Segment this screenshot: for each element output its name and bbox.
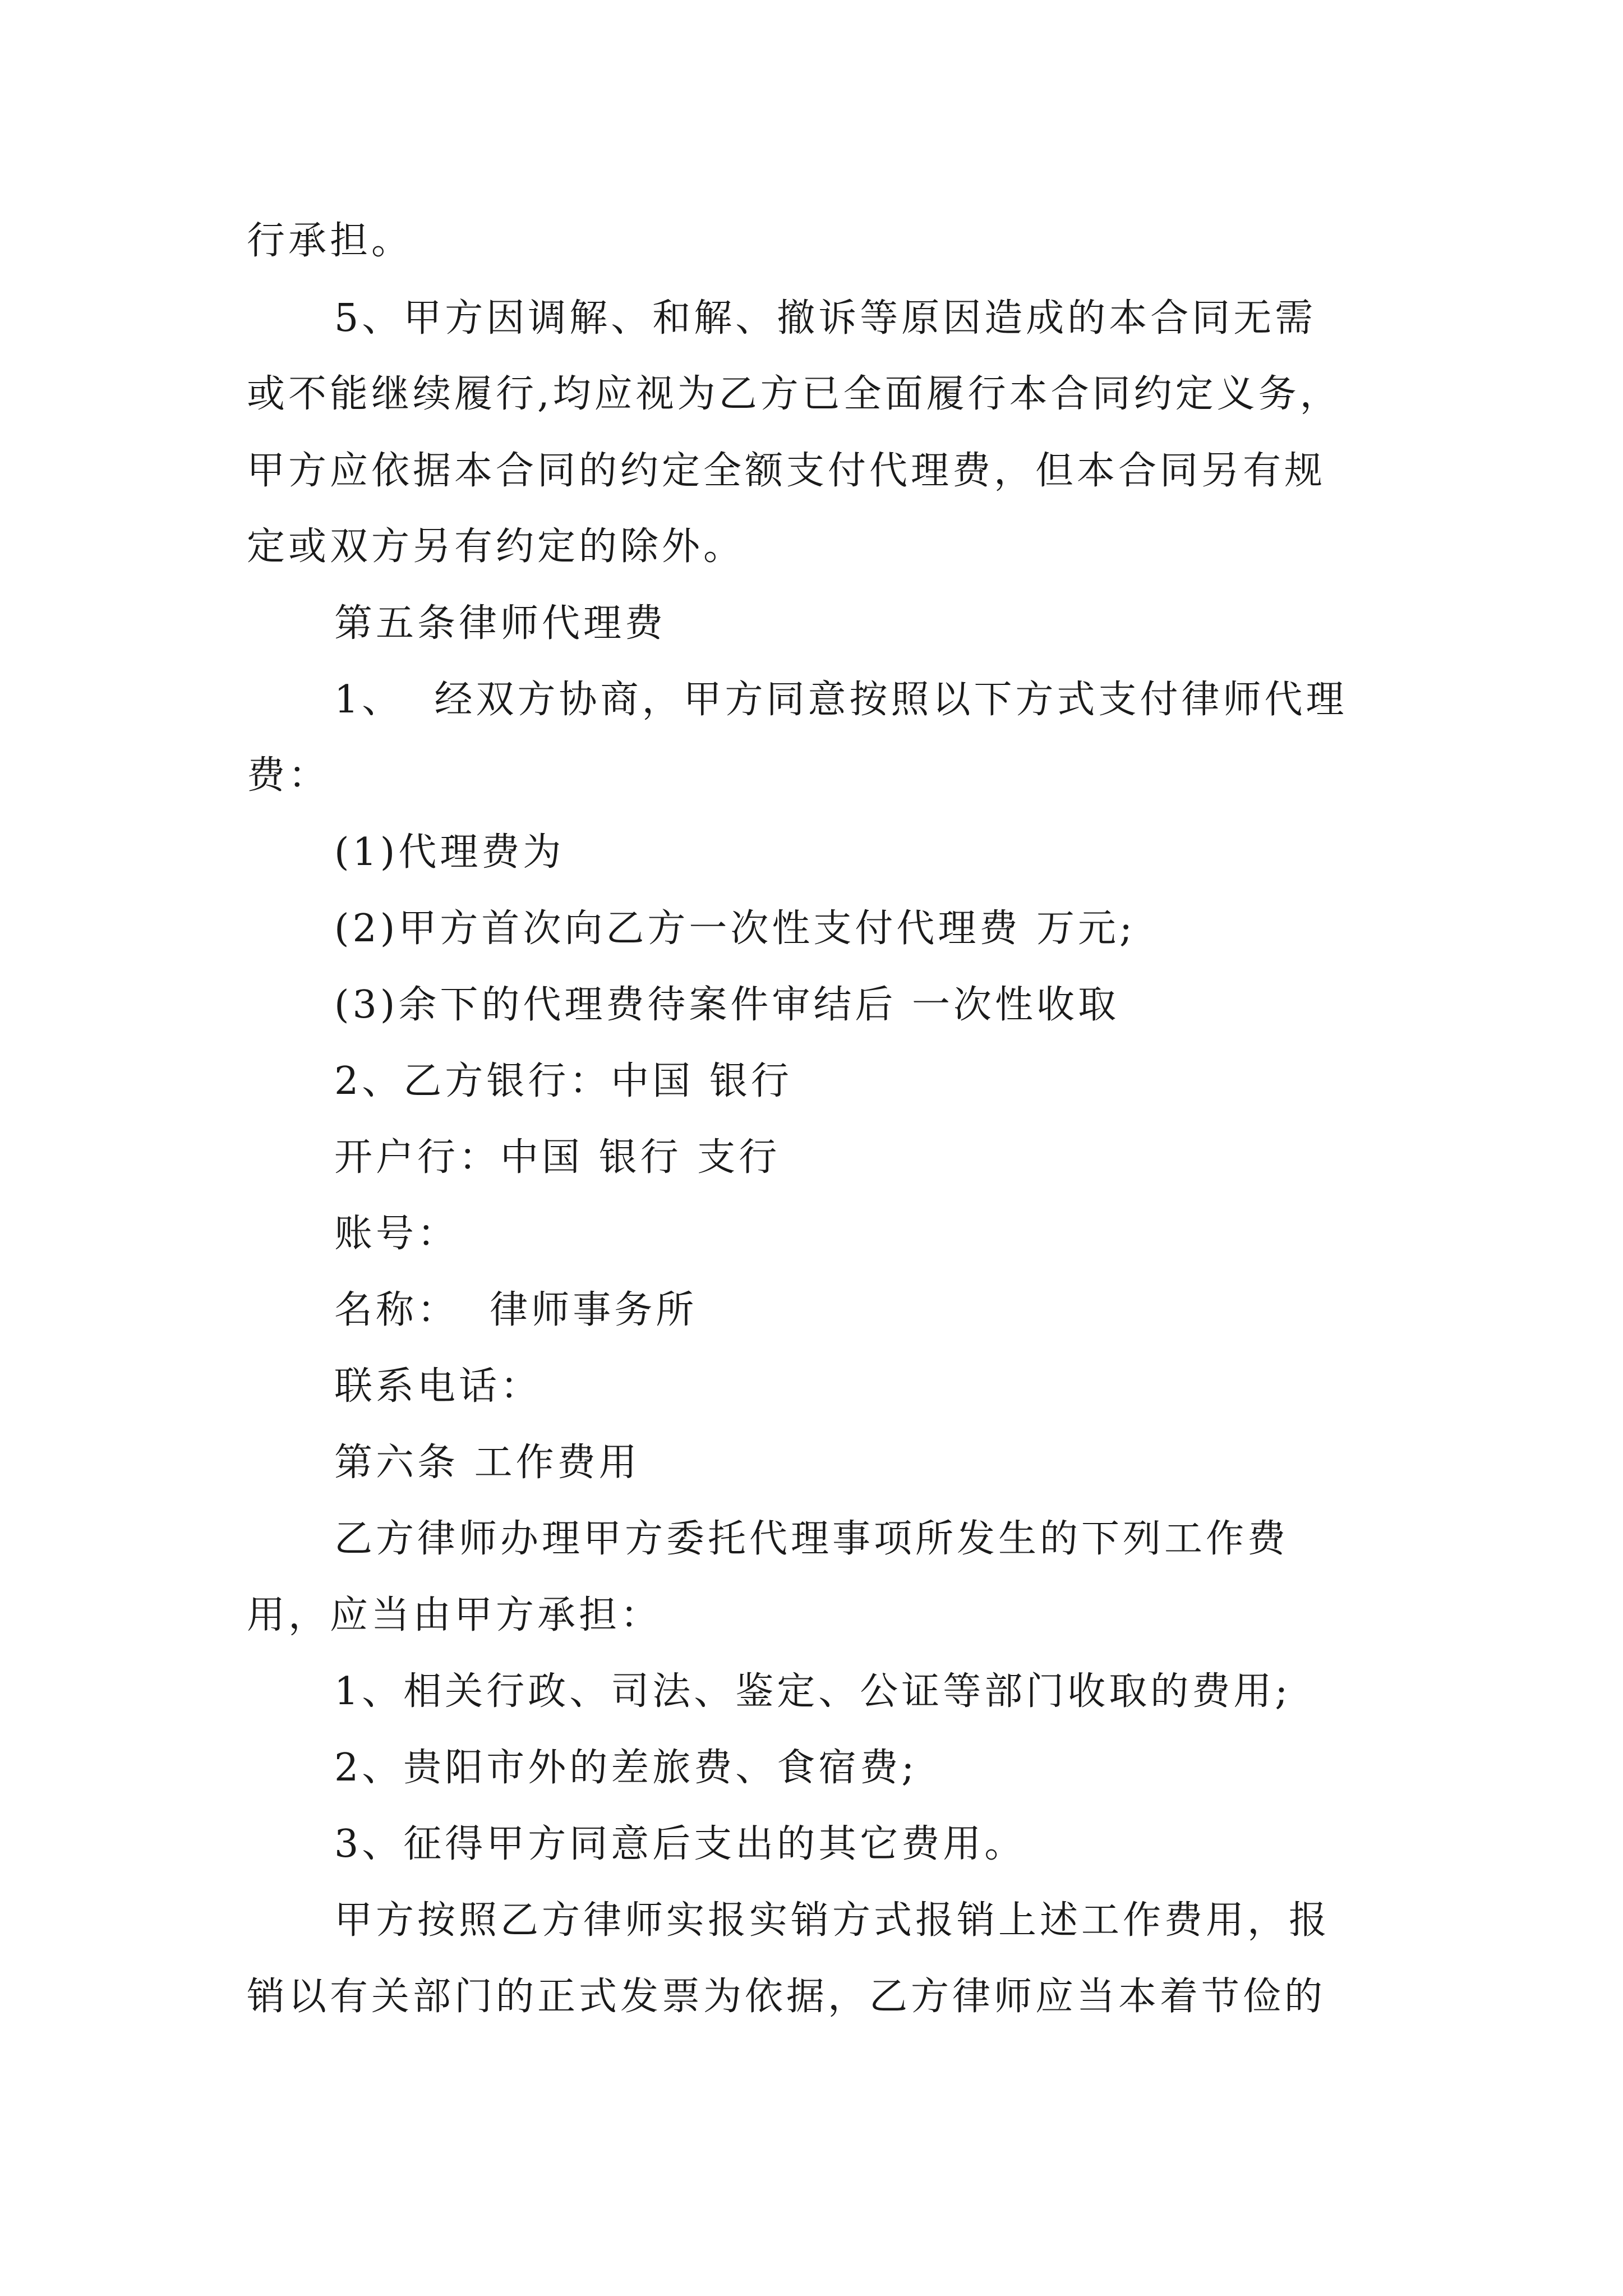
text-line-item-5: 5、甲方因调解、和解、撤诉等原因造成的本合同无需 bbox=[334, 296, 1317, 341]
text-line: 乙方律师办理甲方委托代理事项所发生的下列工作费 bbox=[334, 1517, 1289, 1561]
text-line-phone: 联系电话： bbox=[334, 1364, 542, 1409]
text-line-account: 账号： bbox=[334, 1212, 459, 1256]
text-line-item-2: 2、贵阳市外的差旅费、食宿费; bbox=[334, 1746, 918, 1790]
text-line: 或不能继续履行,均应视为乙方已全面履行本合同约定义务， bbox=[247, 372, 1341, 416]
text-line-subitem-2: (2)甲方首次向乙方一次性支付代理费 万元; bbox=[334, 907, 1136, 951]
text-line-subitem-3: (3)余下的代理费待案件审结后 一次性收取 bbox=[334, 983, 1119, 1027]
text-line-item-1: 1、 经双方协商，甲方同意按照以下方式支付律师代理 bbox=[334, 678, 1348, 722]
text-line-item-1: 1、相关行政、司法、鉴定、公证等部门收取的费用; bbox=[334, 1669, 1292, 1714]
section-heading-article-6: 第六条 工作费用 bbox=[334, 1441, 640, 1485]
text-line: 定或双方另有约定的除外。 bbox=[247, 524, 745, 569]
text-line-name: 名称： 律师事务所 bbox=[334, 1288, 698, 1332]
text-line-continuation: 行承担。 bbox=[247, 219, 413, 263]
section-heading-article-5: 第五条律师代理费 bbox=[334, 601, 667, 646]
text-line-subitem-1: (1)代理费为 bbox=[334, 830, 565, 875]
text-line: 甲方应依据本合同的约定全额支付代理费，但本合同另有规 bbox=[247, 449, 1326, 493]
text-line: 甲方按照乙方律师实报实销方式报销上述工作费用，报 bbox=[334, 1898, 1331, 1943]
text-line-item-3: 3、征得甲方同意后支出的其它费用。 bbox=[334, 1822, 1026, 1866]
text-line: 销以有关部门的正式发票为依据，乙方律师应当本着节俭的 bbox=[247, 1975, 1326, 2019]
text-line: 用，应当由甲方承担： bbox=[247, 1593, 662, 1637]
text-line: 费： bbox=[247, 753, 330, 798]
text-line-bank: 2、乙方银行：中国 银行 bbox=[334, 1059, 792, 1103]
text-line-branch: 开户行：中国 银行 支行 bbox=[334, 1135, 781, 1180]
